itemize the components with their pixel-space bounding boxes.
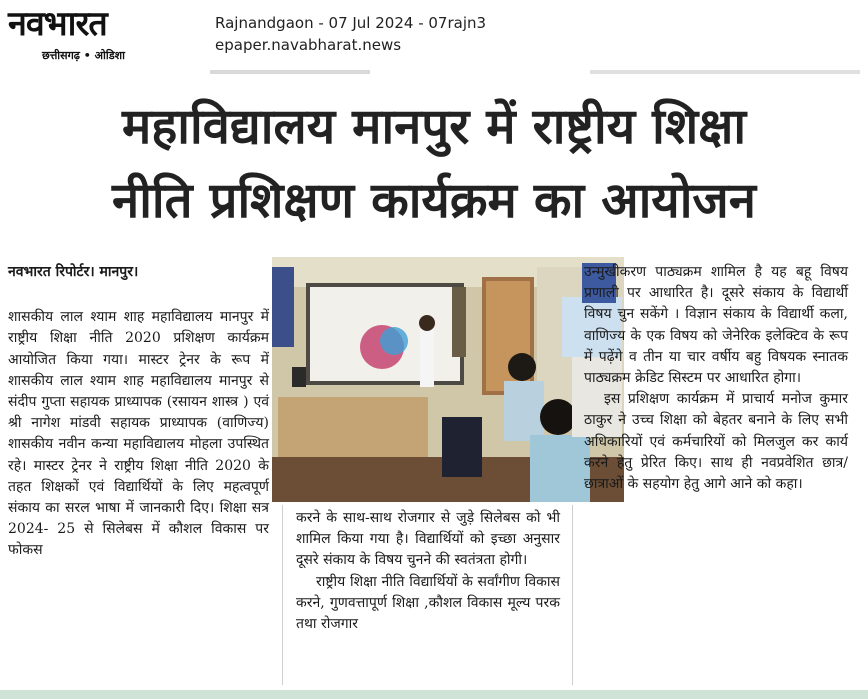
column-divider-1: [282, 505, 283, 685]
faint-line-left: [210, 70, 370, 74]
classroom-photo: [272, 257, 624, 502]
byline: नवभारत रिपोर्टर। मानपुर।: [8, 264, 139, 280]
article-column-2: [296, 508, 560, 635]
article-column-1: [8, 262, 269, 562]
site-link[interactable]: epaper.navabharat.news: [215, 36, 402, 54]
bottom-bar: [0, 690, 868, 699]
logo-text: नवभारत: [8, 4, 107, 44]
edition-info: [215, 12, 486, 56]
masthead: [0, 0, 868, 68]
column-1-text: शासकीय लाल श्याम शाह महाविद्यालय मानपुर में राष्ट्रीय शिक्षा नीति 2020 प्रशिक्षण कार्यक्रम आयोजित किया गया। मास्टर ट्रेनर के रूप में शासकीय लाल श्याम शाह महाविद्यालय मानपुर से संदीप गुप्ता सहायक प्राध्यापक (रसायन शास्त्र ) एवं श्री नागेश मांडवी सहायक प्राध्यापक (वाणिज्य) शासकीय नवीन कन्या महाविद्यालय मोहला उपस्थित रहे। मास्टर ट्रेनर ने राष्ट्रीय शिक्षा नीति 2020 के तहत शिक्षकों एवं विद्यार्थियों के लिए महत्वपूर्ण संकाय का सरल भाषा में जानकारी दिए। शिक्षा सत्र 2024- 25 से सिलेबस में कौशल विकास पर फोकस: [8, 309, 269, 559]
logo-subtext: छत्तीसगढ़ • ओडिशा: [42, 49, 125, 62]
column-2-paragraph-1: करने के साथ-साथ रोजगार से जुड़े सिलेबस को भी शामिल किया गया है। विद्यार्थियों को इच्छा अनुसार दूसरे संकाय के विषय चुनने की स्वतंत्रता होगी।: [296, 510, 560, 569]
article-column-3: [584, 262, 848, 495]
column-divider-2: [572, 505, 573, 685]
headline-line-2: नीति प्रशिक्षण कार्यक्रम का आयोजन: [112, 172, 756, 229]
article-headline: [0, 90, 868, 238]
column-3-paragraph-2: इस प्रशिक्षण कार्यक्रम में प्राचार्य मनोज कुमार ठाकुर ने उच्च शिक्षा को बेहतर बनाने के लिए सभी अधिकारियों एवं कर्मचारियों को मिलजुल कर कार्य करने हेतु प्रेरित किए। साथ ही नवप्रवेशित छात्र/छात्राओं के सहयोग हेतु आगे आने को कहा।: [584, 391, 848, 493]
edition-line: Rajnandgaon - 07 Jul 2024 - 07rajn3: [215, 14, 487, 32]
newspaper-logo: [2, 4, 198, 62]
faint-line-right: [590, 70, 860, 74]
column-2-paragraph-2: राष्ट्रीय शिक्षा नीति विद्यार्थियों के सर्वांगीण विकास करने, गुणवत्तापूर्ण शिक्षा ,कौशल विकास मूल्य परक तथा रोजगार: [296, 573, 560, 633]
headline-line-1: महाविद्यालय मानपुर में राष्ट्रीय शिक्षा: [121, 98, 747, 155]
column-3-paragraph-1: उन्मुखीकरण पाठ्यक्रम शामिल है यह बहू विषय प्रणाली पर आधारित है। दूसरे संकाय के विद्यार्थी विषय चुन सकेंगे । विज्ञान संकाय के विद्यार्थी कला, वाणिज्य के एक विषय को जेनेरिक इलेक्टिव के रूप में पढ़ेंगे व तीन या चार वर्षीय बहु विषयक स्नातक पाठ्यक्रम क्रेडिट सिस्टम पर आधारित होगा।: [584, 264, 848, 387]
article-photo: [272, 257, 624, 502]
